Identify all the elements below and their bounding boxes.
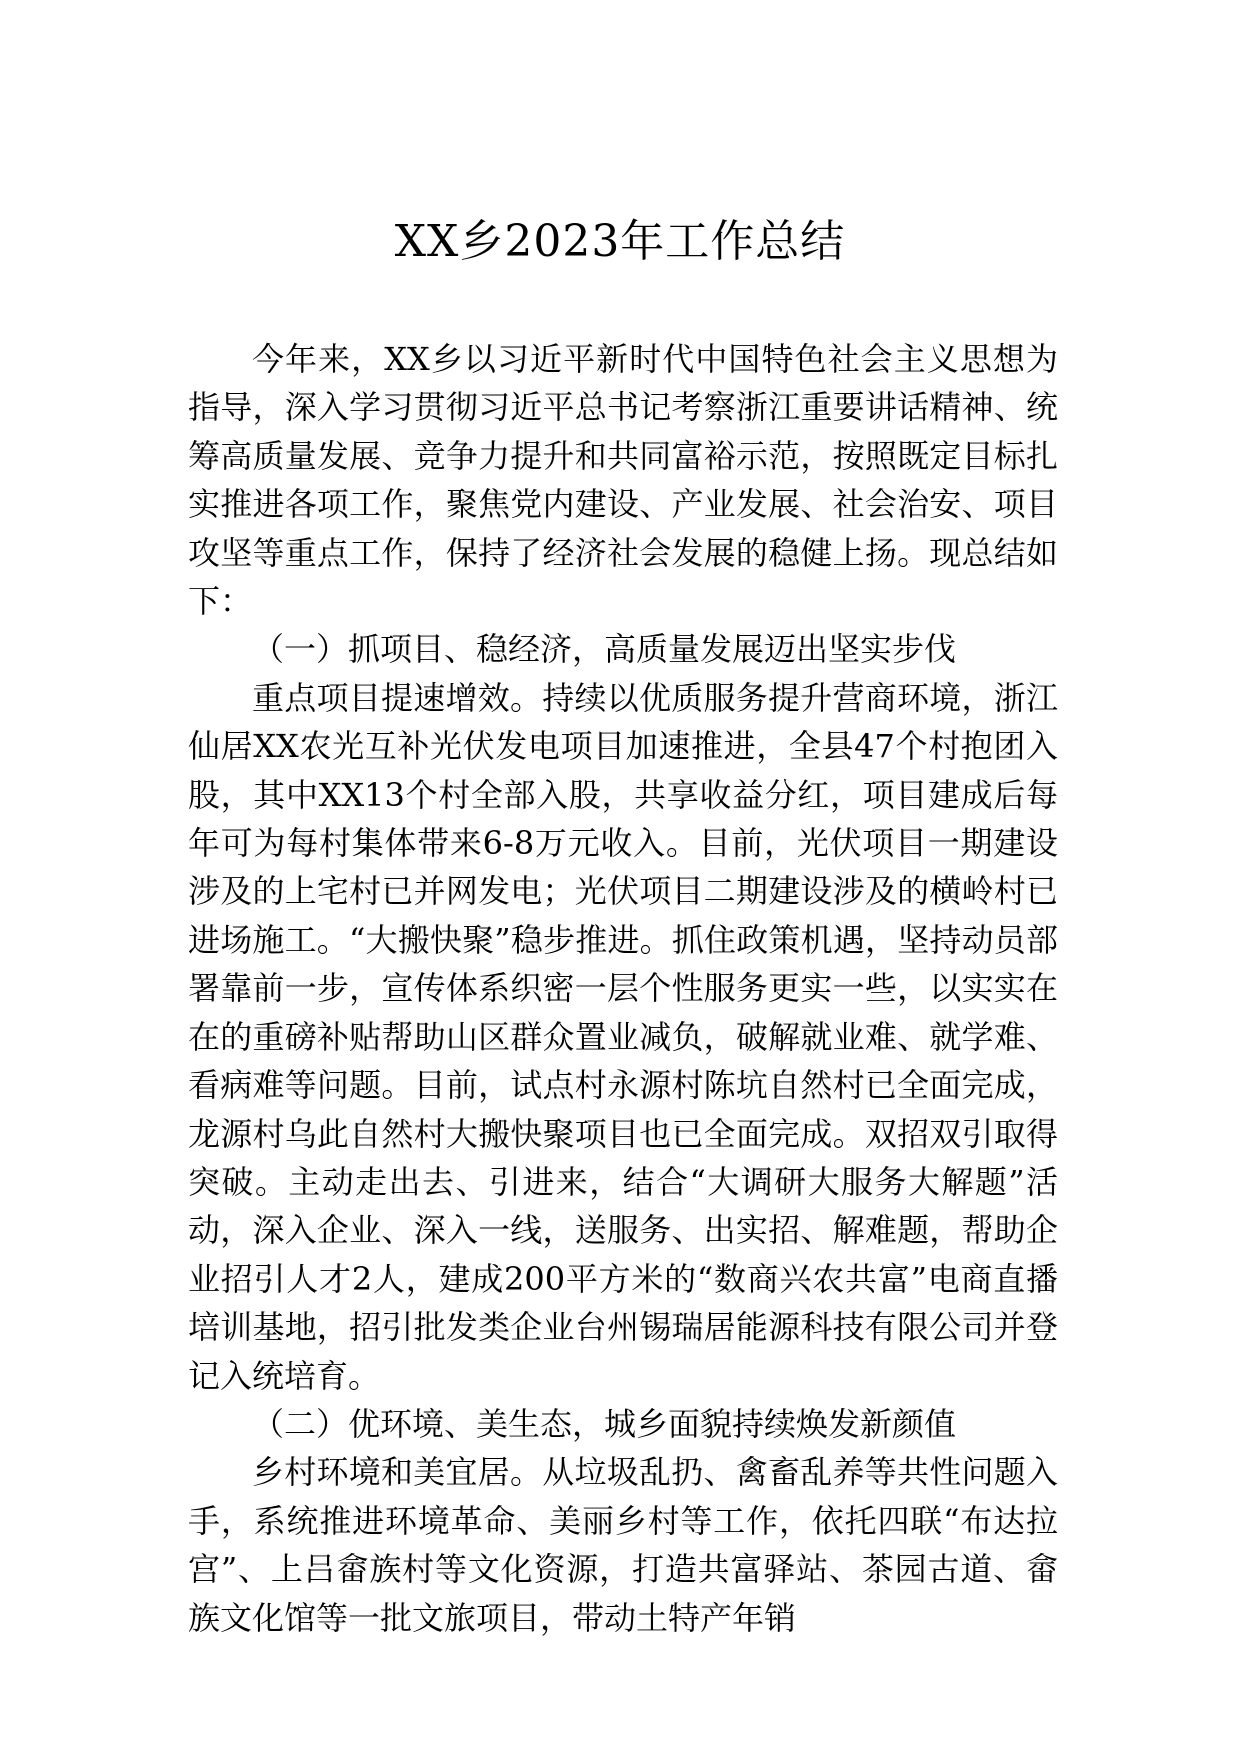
document-title: XX乡2023年工作总结 [394, 216, 846, 267]
section-1-paragraph: 重点项目提速增效。持续以优质服务提升营商环境，浙江仙居XX农光互补光伏发电项目加速推进，全县47个村抱团入股，其中XX13个村全部入股，共享收益分红，项目建成后每年可为每村集体带来6-8万元收入。目前，光伏项目一期建设涉及的上宅村已并网发电；光伏项目二期建设涉及的横岭村已进场施工。“大搬快聚”稳步推进。抓住政策机遇，坚持动员部署靠前一步，宣传体系织密一层个性服务更实一些，以实实在在的重磅补贴帮助山区群众置业减负，破解就业难、就学难、看病难等问题。目前，试点村永源村陈坑自然村已全面完成，龙源村乌此自然村大搬快聚项目也已全面完成。双招双引取得突破。主动走出去、引进来，结合“大调研大服务大解题”活动，深入企业、深入一线，送服务、出实招、解难题，帮助企业招引人才2人，建成200平方米的“数商兴农共富”电商直播培训基地，招引批发类企业台州锡瑞居能源科技有限公司并登记入统培育。 [188, 678, 1058, 1395]
section-heading-1: （一）抓项目、稳经济，高质量发展迈出坚实步伐 [252, 630, 957, 669]
intro-paragraph: 今年来，XX乡以习近平新时代中国特色社会主义思想为指导，深入学习贯彻习近平总书记考察浙江重要讲话精神、统筹高质量发展、竞争力提升和共同富裕示范，按照既定目标扎实推进各项工作，聚焦党内建设、产业发展、社会治安、项目攻坚等重点工作，保持了经济社会发展的稳健上扬。现总结如下： [188, 340, 1058, 621]
section-2-paragraph: 乡村环境和美宜居。从垃圾乱扔、禽畜乱养等共性问题入手，系统推进环境革命、美丽乡村等工作，依托四联“布达拉宫”、上吕畲族村等文化资源，打造共富驿站、茶园古道、畲族文化馆等一批文旅项目，带动土特产年销 [188, 1453, 1058, 1637]
section-heading-2: （二）优环境、美生态，城乡面貌持续焕发新颜值 [252, 1404, 957, 1443]
document-body [188, 335, 1058, 1642]
